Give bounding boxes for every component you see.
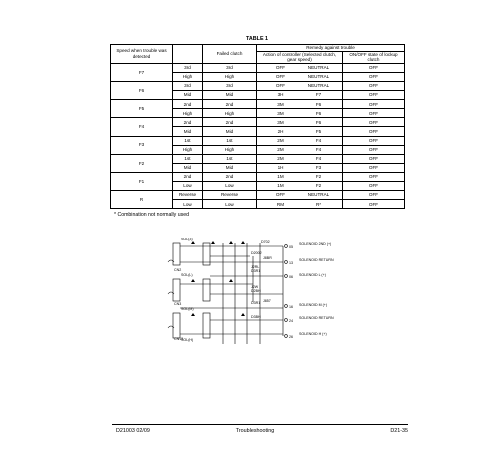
footer-section: Troubleshooting: [235, 428, 275, 434]
table-row: [111, 154, 405, 163]
failed-clutch-cell: Low: [203, 200, 257, 209]
speed-sub-cell: 1st: [173, 136, 203, 145]
lockup-state-cell: OFF: [343, 127, 405, 136]
action-clutch: 2H: [277, 128, 284, 134]
action-gear: NEUTRAL: [307, 65, 330, 71]
diagram-label: SOLENOID H (+): [299, 332, 327, 336]
lockup-state-cell: OFF: [343, 191, 405, 200]
action-clutch: OFF: [275, 83, 286, 89]
header-action: Action of controller (Selected clutch, gear speed): [257, 51, 343, 63]
lockup-state-cell: OFF: [343, 163, 405, 172]
diagram-label: D3R1: [251, 269, 261, 273]
lockup-state-cell: OFF: [343, 154, 405, 163]
action-clutch: 2M: [277, 137, 284, 143]
footer-page-number: D21-35: [390, 428, 408, 434]
header-speed: Speed when trouble was detected: [111, 45, 173, 64]
failed-clutch-cell: Mid: [203, 163, 257, 172]
lockup-state-cell: OFF: [343, 200, 405, 209]
action-cell: [257, 163, 343, 172]
action-gear: F7: [315, 92, 322, 98]
speed-sub-cell: 2nd: [173, 118, 203, 127]
speed-cell: F7: [111, 63, 173, 81]
diagram-label: SOL(H): [181, 338, 194, 342]
action-clutch: OFF: [275, 192, 286, 198]
action-gear: F6: [315, 119, 322, 125]
lockup-state-cell: OFF: [343, 63, 405, 72]
speed-sub-cell: High: [173, 109, 203, 118]
lockup-state-cell: OFF: [343, 100, 405, 109]
table-row: [111, 136, 405, 145]
action-clutch: 3M: [277, 119, 284, 125]
action-gear: F4: [315, 137, 322, 143]
action-clutch: 3M: [277, 110, 284, 116]
diagram-label: J2RL: [251, 265, 260, 269]
speed-cell: F4: [111, 118, 173, 136]
action-cell: [257, 145, 343, 154]
failed-clutch-cell: 3rd: [203, 63, 257, 72]
speed-sub-cell: Low: [173, 200, 203, 209]
diagram-label: J2W: [251, 285, 259, 289]
failed-clutch-cell: 1st: [203, 136, 257, 145]
table-row: [111, 81, 405, 90]
diagram-label: D3BH: [251, 315, 261, 319]
lockup-state-cell: OFF: [343, 109, 405, 118]
action-gear: F6: [315, 110, 322, 116]
lockup-state-cell: OFF: [343, 172, 405, 181]
failed-clutch-cell: Mid: [203, 127, 257, 136]
diagram-label: 06: [289, 275, 293, 279]
speed-sub-cell: 2nd: [173, 172, 203, 181]
diagram-label: SOLENOID M (+): [299, 303, 328, 307]
speed-sub-cell: 3rd: [173, 63, 203, 72]
header-failed-clutch: Failed clutch: [203, 45, 257, 64]
failed-clutch-cell: High: [203, 109, 257, 118]
diagram-label: J8BR: [263, 256, 272, 260]
table-row: [111, 172, 405, 181]
action-cell: [257, 100, 343, 109]
diagram-label: SOLENOID RETURN: [299, 258, 334, 262]
speed-sub-cell: Reverse: [173, 191, 203, 200]
speed-cell: F2: [111, 154, 173, 172]
action-gear: R*: [315, 201, 322, 207]
footer-document-id: D21003 02/09: [116, 428, 150, 434]
failed-clutch-cell: Mid: [203, 91, 257, 100]
failed-clutch-cell: 2nd: [203, 172, 257, 181]
speed-sub-cell: Mid: [173, 127, 203, 136]
footnote: * Combination not normally used: [114, 212, 189, 218]
action-cell: [257, 182, 343, 191]
speed-sub-cell: Mid: [173, 163, 203, 172]
diagram-label: SOLENOID L (+): [299, 273, 326, 277]
failed-clutch-cell: High: [203, 145, 257, 154]
failed-clutch-cell: 1st: [203, 154, 257, 163]
table-row: [111, 118, 405, 127]
lockup-state-cell: OFF: [343, 145, 405, 154]
speed-sub-cell: 1st: [173, 154, 203, 163]
action-clutch: OFF: [275, 65, 286, 71]
remedy-table: [110, 44, 405, 209]
diagram-label: 24: [289, 319, 293, 323]
table-row: [111, 100, 405, 109]
action-cell: [257, 127, 343, 136]
diagram-label: D2002: [251, 251, 262, 255]
action-gear: F2: [315, 174, 322, 180]
lockup-state-cell: OFF: [343, 118, 405, 127]
action-cell: [257, 136, 343, 145]
footer-rule: [112, 424, 408, 425]
speed-sub-cell: 3rd: [173, 81, 203, 90]
lockup-state-cell: OFF: [343, 72, 405, 81]
speed-cell: F5: [111, 100, 173, 118]
speed-sub-cell: 2nd: [173, 100, 203, 109]
diagram-label: CN3: [174, 302, 182, 306]
speed-sub-cell: High: [173, 145, 203, 154]
diagram-label: SOL(3): [181, 238, 193, 241]
diagram-label: SOLENOID RETURN: [299, 316, 334, 320]
action-gear: F4: [315, 146, 322, 152]
header-blank: [173, 45, 203, 64]
header-onoff: ON/OFF state of lockup clutch: [343, 51, 405, 63]
action-clutch: 1M: [277, 183, 284, 189]
action-cell: [257, 72, 343, 81]
action-clutch: 3H: [277, 92, 284, 98]
action-gear: F2: [315, 183, 322, 189]
diagram-label: 05: [289, 245, 293, 249]
speed-cell: R: [111, 191, 173, 209]
table-row: [111, 63, 405, 72]
action-cell: [257, 118, 343, 127]
speed-cell: F1: [111, 172, 173, 190]
action-gear: F5: [315, 128, 322, 134]
failed-clutch-cell: Reverse: [203, 191, 257, 200]
action-gear: F4: [315, 156, 322, 162]
action-cell: [257, 91, 343, 100]
failed-clutch-cell: Low: [203, 182, 257, 191]
speed-sub-cell: High: [173, 72, 203, 81]
speed-cell: F3: [111, 136, 173, 154]
action-cell: [257, 200, 343, 209]
table-row: [111, 191, 405, 200]
action-clutch: 1H: [277, 165, 284, 171]
wiring-diagram: [165, 238, 355, 344]
failed-clutch-cell: 3rd: [203, 81, 257, 90]
lockup-state-cell: OFF: [343, 182, 405, 191]
diagram-label: 16: [289, 305, 293, 309]
diagram-label: SOL(L): [181, 273, 193, 277]
action-cell: [257, 109, 343, 118]
lockup-state-cell: OFF: [343, 136, 405, 145]
speed-cell: F6: [111, 81, 173, 99]
action-cell: [257, 172, 343, 181]
action-cell: [257, 191, 343, 200]
failed-clutch-cell: High: [203, 72, 257, 81]
action-clutch: 1M: [277, 174, 284, 180]
diagram-label: D3R1: [251, 301, 261, 305]
failed-clutch-cell: 2nd: [203, 100, 257, 109]
diagram-label: 26: [289, 335, 293, 339]
action-gear: F3: [315, 165, 322, 171]
action-cell: [257, 63, 343, 72]
action-clutch: OFF: [275, 74, 286, 80]
failed-clutch-cell: 2nd: [203, 118, 257, 127]
lockup-state-cell: OFF: [343, 81, 405, 90]
diagram-label: SOLENOID 2ND (+): [299, 242, 332, 246]
action-gear: F6: [315, 101, 322, 107]
diagram-label: SOL(M): [181, 307, 194, 311]
action-clutch: RM: [276, 201, 285, 207]
diagram-label: D2BH: [251, 289, 261, 293]
action-clutch: 2M: [277, 146, 284, 152]
action-cell: [257, 154, 343, 163]
lockup-state-cell: OFF: [343, 91, 405, 100]
action-cell: [257, 81, 343, 90]
speed-sub-cell: Mid: [173, 91, 203, 100]
speed-sub-cell: Low: [173, 182, 203, 191]
diagram-label: CN15: [174, 337, 184, 341]
action-gear: NEUTRAL: [307, 83, 330, 89]
diagram-label: 13: [289, 261, 293, 265]
action-gear: NEUTRAL: [307, 74, 330, 80]
action-clutch: 3M: [277, 101, 284, 107]
action-clutch: 2M: [277, 156, 284, 162]
table-title: TABLE 1: [245, 36, 269, 42]
header-remedy: Remedy against trouble: [257, 45, 405, 52]
diagram-label: CN2: [174, 268, 182, 272]
diagram-label: D702: [261, 240, 270, 244]
action-gear: NEUTRAL: [307, 192, 330, 198]
table-body: [111, 63, 405, 209]
diagram-label: J857: [263, 299, 271, 303]
